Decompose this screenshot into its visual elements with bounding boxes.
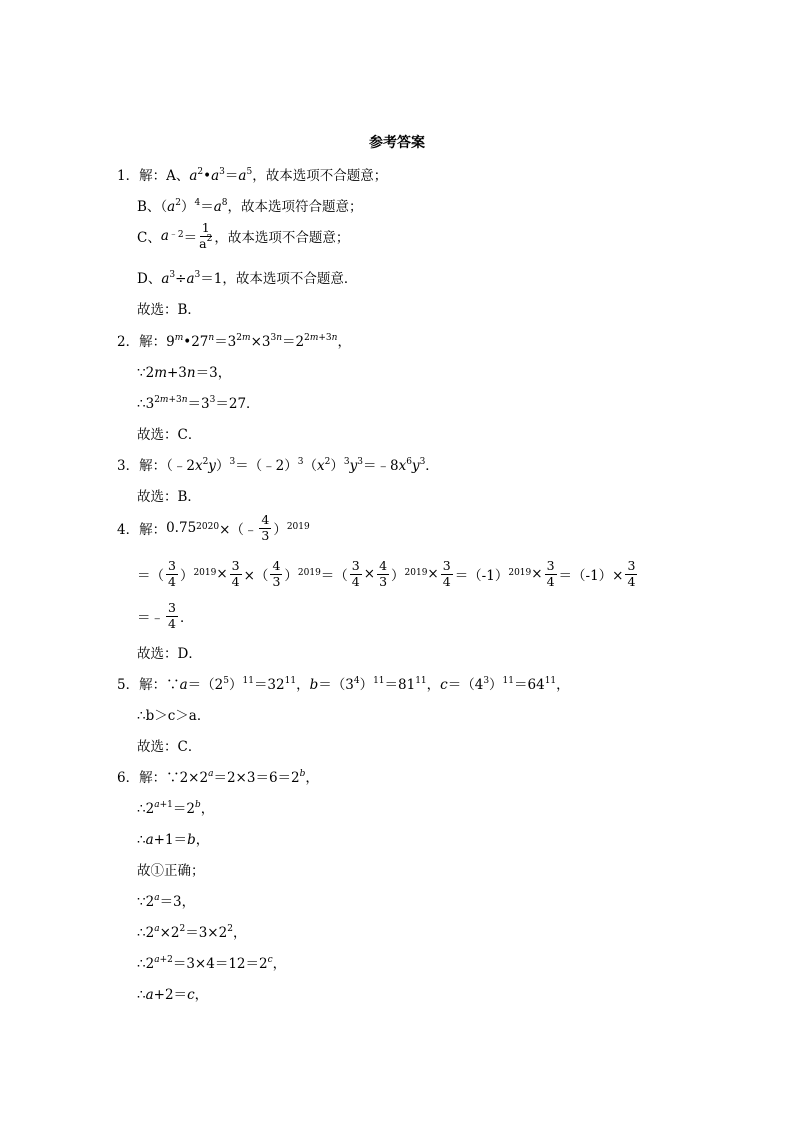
- q6-step3: ∴a+1＝b，: [137, 832, 210, 848]
- fraction: $\frac{4}{3}$: [261, 512, 270, 543]
- option-verdict: ，故本选项不合题意．: [222, 271, 358, 287]
- question-number: 5．: [117, 677, 140, 693]
- option-label: D、: [137, 271, 162, 287]
- q1-choice: 故选：B．: [137, 302, 201, 318]
- fraction: $\frac{3}{4}$: [442, 558, 451, 589]
- question-number: 6．: [117, 770, 140, 786]
- fraction: $\frac{1}{a^2}$: [199, 220, 213, 251]
- q4-step2: ＝（ $\frac{3}{4}$ ） $^{2019}$ × $\frac{3}{4}$ ×（ $\frac{4}{3}$ ） $^{2019}$ ＝（ $\frac{3}{4}$ × $\frac{4}{3}$ ） $^{2019}$ × $\frac{3}{4}$ ＝（-1） $^{2019}$ × $\frac{3}{4}$ ＝（-1）× $\frac{3}{4}$: [137, 558, 636, 589]
- q5-step1: 5．解：$\because a=(2^5)^{11}=32^{11}$，$b=(3^4)^{11}=81^{11}$，$c=(4^3)^{11}=64^{11}$，: [117, 675, 570, 693]
- q5-step2: ∴b＞c＞a．: [137, 708, 211, 724]
- page-title: 参考答案: [369, 135, 425, 151]
- q6-step2: $\therefore 2^{a+1}=2^b$，: [137, 799, 215, 817]
- fraction: $\frac{3}{4}$: [351, 558, 360, 589]
- q6-step6: $\therefore 2^{a+2}=3\times 4=12=2^c$，: [137, 954, 287, 972]
- q2-step1: 2．解：$9^m•27^n=3^{2m}\times 3^{3n}=2^{2m+3n}$，: [117, 332, 351, 350]
- q2-step2: ∵2m+3n＝3，: [137, 365, 232, 381]
- solve-label: 解：: [139, 168, 167, 184]
- question-number: 3．: [117, 458, 140, 474]
- q1-option-a: 1．解：A、$a^2•a^3=a^5$，故本选项不合题意；: [117, 166, 388, 184]
- q2-choice: 故选：C．: [137, 427, 202, 443]
- therefore-symbol: ∴: [137, 396, 146, 412]
- fraction: $\frac{4}{3}$: [272, 558, 281, 589]
- q3-step1: 3．解：$(﹣2x^2y)^3=(﹣2)^3(x^2)^3y^3=﹣8x^6y^3$．: [117, 456, 439, 474]
- fraction: $\frac{3}{4}$: [231, 558, 240, 589]
- fraction: $\frac{4}{3}$: [379, 558, 388, 589]
- q5-choice: 故选：C．: [137, 739, 202, 755]
- q1-option-d: D、$a^3\div a^3=1$，故本选项不合题意．: [137, 269, 358, 287]
- question-number: 4．: [117, 522, 140, 538]
- fraction: $\frac{3}{4}$: [168, 558, 176, 589]
- option-verdict: ，故本选项不合题意；: [252, 168, 388, 184]
- solve-label: 解：: [139, 522, 167, 538]
- solve-label: 解：: [139, 334, 167, 350]
- q2-step3: $\therefore 3^{2m+3n}=3^3=27$．: [137, 394, 260, 412]
- fraction: $\frac{3}{4}$: [627, 558, 636, 589]
- q3-choice: 故选：B．: [137, 489, 201, 505]
- solve-label: 解：: [139, 770, 167, 786]
- option-label: A、: [166, 168, 190, 184]
- option-verdict: ，故本选项符合题意；: [227, 199, 363, 215]
- question-number: 1．: [117, 168, 140, 184]
- because-symbol: ∵: [137, 365, 146, 381]
- q6-step4: $\because 2^a=3$，: [137, 892, 196, 910]
- fraction: $\frac{3}{4}$: [546, 558, 555, 589]
- solve-label: 解：: [139, 458, 167, 474]
- q4-step3: ＝﹣ $\frac{3}{4}$ ．: [137, 600, 194, 631]
- q1-option-c: C、 a $^{﹣2}$ ＝ $\frac{1}{a^2}$ ，故本选项不合题意；: [137, 220, 350, 251]
- question-number: 2．: [117, 334, 140, 350]
- option-label: B、: [137, 199, 161, 215]
- q6-correct-1: 故①正确；: [137, 863, 205, 879]
- q6-step7: ∴a+2＝c，: [137, 987, 209, 1003]
- q6-step1: 6．解：$\because 2\times 2^a=2\times 3=6=2^b$，: [117, 768, 319, 786]
- fraction: $\frac{3}{4}$: [168, 600, 176, 631]
- q6-step5: $\therefore 2^a\times 2^2=3\times 2^2$，: [137, 923, 247, 941]
- option-verdict: ，故本选项不合题意；: [214, 230, 350, 246]
- option-label: C、: [137, 230, 161, 246]
- q1-option-b: B、$(a^2)^4=a^8$，故本选项符合题意；: [137, 197, 363, 215]
- q4-choice: 故选：D．: [137, 646, 202, 662]
- solve-label: 解：: [139, 677, 167, 693]
- q4-step1: 4． 解： 0.75 $^{2020}$ ×（﹣ $\frac{4}{3}$ ） $^{2019}$: [117, 512, 310, 543]
